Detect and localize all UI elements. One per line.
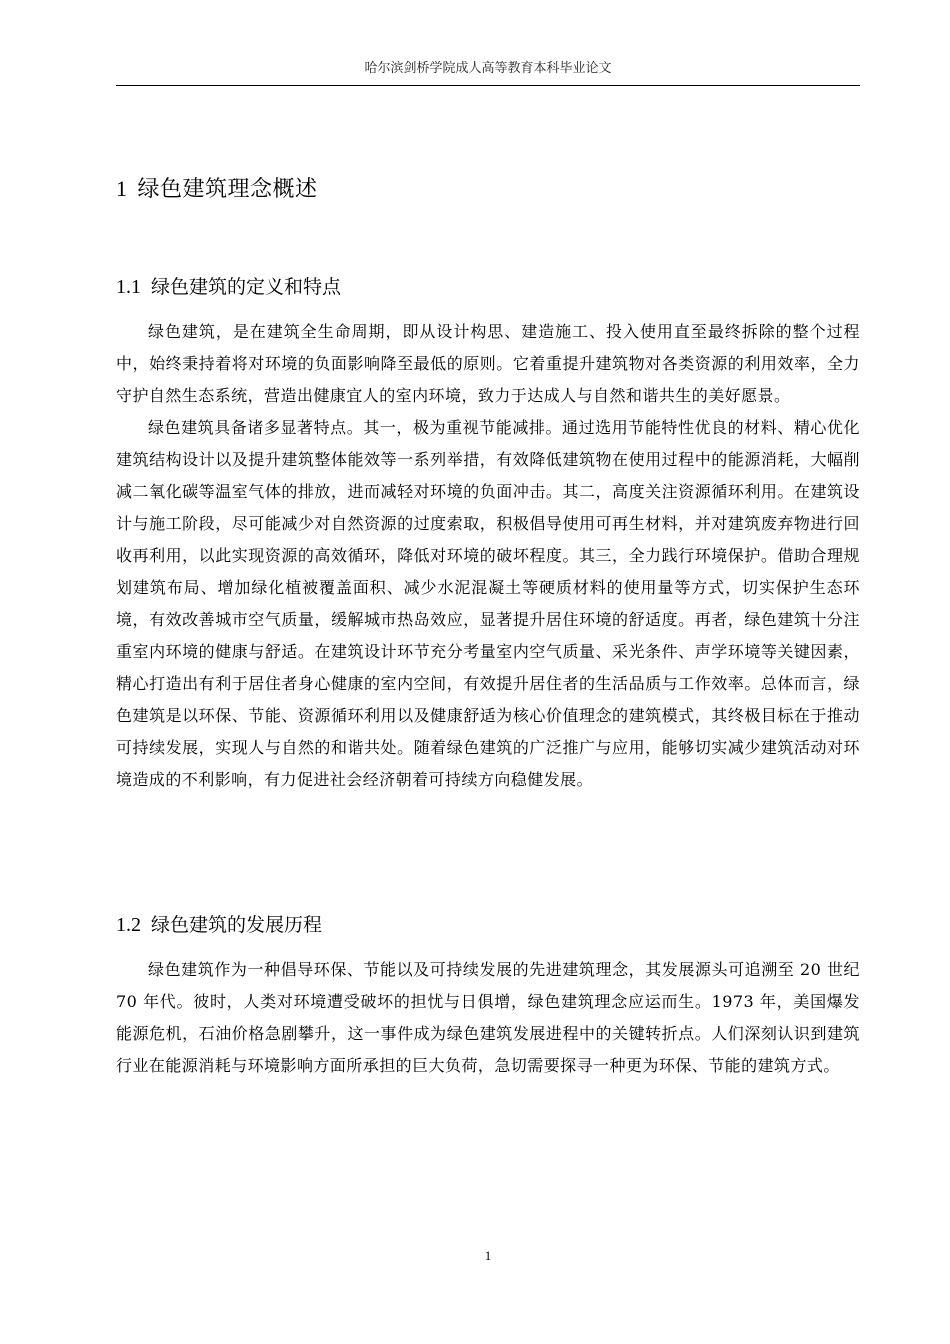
chapter-title-text: 绿色建筑理念概述 [137, 177, 318, 202]
section-title-text: 绿色建筑的发展历程 [151, 914, 323, 936]
section-number: 1.1 [116, 276, 141, 298]
paragraph-history: 绿色建筑作为一种倡导环保、节能以及可持续发展的先进建筑理念，其发展源头可追溯至 20 世纪 70 年代。彼时，人类对环境遭受破坏的担忧与日俱增，绿色建筑理念应运而生。1973 年，美国爆发能源危机，石油价格急剧攀升，这一事件成为绿色建筑发展进程中的关键转折点。人们深刻认识到建筑行业在能源消耗与环境影响方面所承担的巨大负荷，急切需要探寻一种更为环保、节能的建筑方式。 [116, 960, 860, 1075]
paragraph-characteristics: 绿色建筑具备诸多显著特点。其一，极为重视节能减排。通过选用节能特性优良的材料、精心优化建筑结构设计以及提升建筑整体能效等一系列举措，有效降低建筑物在使用过程中的能源消耗，大幅削减二氧化碳等温室气体的排放，进而减轻对环境的负面冲击。其二，高度关注资源循环利用。在建筑设计与施工阶段，尽可能减少对自然资源的过度索取，积极倡导使用可再生材料，并对建筑废弃物进行回收再利用，以此实现资源的高效循环，降低对环境的破坏程度。其三，全力践行环境保护。借助合理规划建筑布局、增加绿化植被覆盖面积、减少水泥混凝土等硬质材料的使用量等方式，切实保护生态环境，有效改善城市空气质量，缓解城市热岛效应，显著提升居住环境的舒适度。再者，绿色建筑十分注重室内环境的健康与舒适。在建筑设计环节充分考量室内空气质量、采光条件、声学环境等关键因素，精心打造出有利于居住者身心健康的室内空间，有效提升居住者的生活品质与工作效率。总体而言，绿色建筑是以环保、节能、资源循环利用以及健康舒适为核心价值理念的建筑模式，其终极目标在于推动可持续发展，实现人与自然的和谐共处。随着绿色建筑的广泛推广与应用，能够切实减少建筑活动对环境造成的不利影响，有力促进社会经济朝着可持续方向稳健发展。 [116, 418, 860, 789]
chapter-title [116, 172, 318, 207]
header-rule [116, 85, 860, 86]
section-title-1-2 [116, 910, 322, 940]
section-1-2-body [116, 954, 860, 1082]
section-number: 1.2 [116, 914, 141, 936]
section-title-text: 绿色建筑的定义和特点 [151, 276, 342, 298]
section-1-1-body [116, 316, 860, 796]
page-number: 1 [484, 1248, 492, 1263]
running-header: 哈尔滨剑桥学院成人高等教育本科毕业论文 [364, 61, 612, 76]
section-title-1-1 [116, 272, 341, 302]
chapter-number: 1 [116, 176, 128, 201]
paragraph-definition: 绿色建筑，是在建筑全生命周期，即从设计构思、建造施工、投入使用直至最终拆除的整个过程中，始终秉持着将对环境的负面影响降至最低的原则。它着重提升建筑物对各类资源的利用效率，全力守护自然生态系统，营造出健康宜人的室内环境，致力于达成人与自然和谐共生的美好愿景。 [116, 322, 860, 405]
